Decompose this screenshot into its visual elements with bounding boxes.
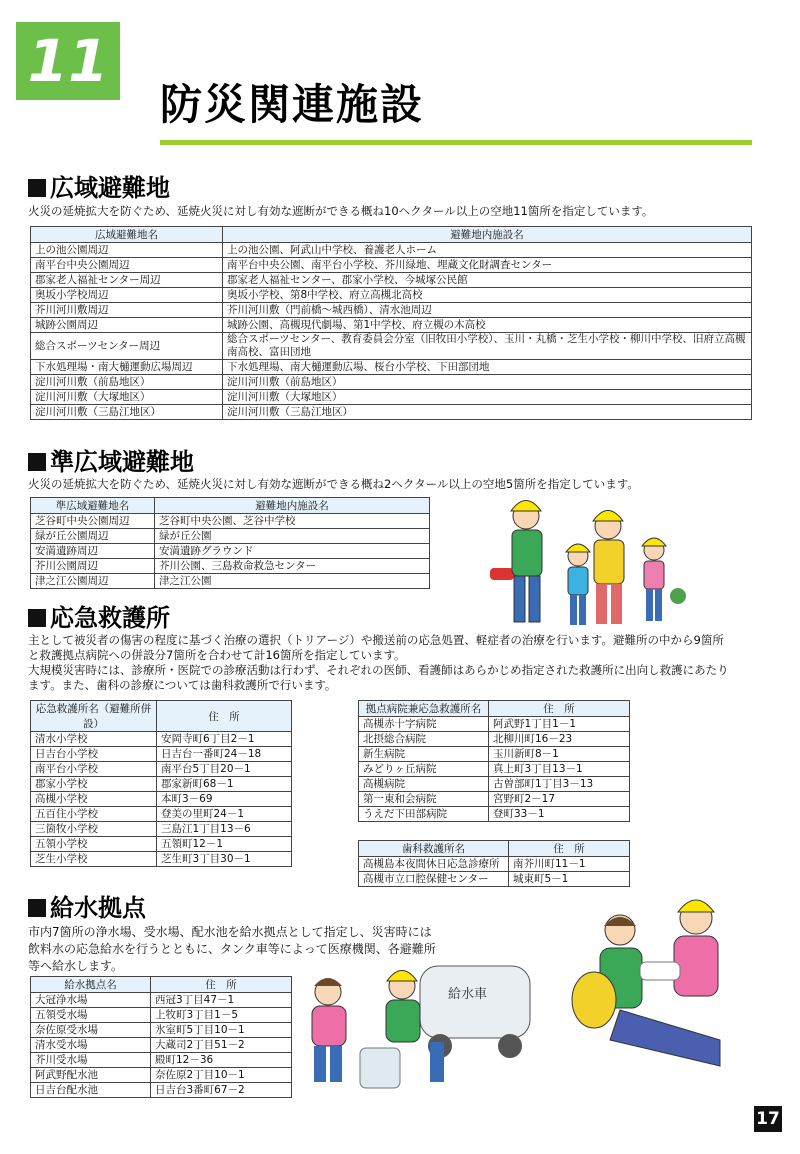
cell-name: 北摂総合病院: [359, 732, 489, 747]
table-row: [31, 559, 430, 574]
cell-name: 高槻市立口腔保健センター: [359, 872, 509, 887]
table-row: [31, 852, 292, 867]
chapter-number: 11: [16, 22, 120, 100]
cell-name: 芥川受水場: [31, 1053, 151, 1068]
water-supply-table: [30, 976, 292, 1098]
cell-name: 日吉台配水池: [31, 1083, 151, 1098]
cell-value: 芥川公園、三島救命救急センター: [155, 559, 430, 574]
cell-value: 玉川新町8－1: [489, 747, 630, 762]
section-heading-wide: [28, 168, 170, 203]
cell-value: 上牧町3丁目1－5: [151, 1008, 292, 1023]
cell-value: 真上町3丁目13－1: [489, 762, 630, 777]
table-row: [31, 807, 292, 822]
cell-value: 郡家新町68－1: [157, 777, 292, 792]
table-row: [31, 258, 752, 273]
cell-name: 三箇牧小学校: [31, 822, 157, 837]
cell-value: 緑が丘公園: [155, 529, 430, 544]
table-row: [31, 574, 430, 589]
cell-name: 上の池公園周辺: [31, 243, 223, 258]
table-row: [31, 1023, 292, 1038]
cell-name: 淀川河川敷（三島江地区）: [31, 405, 223, 420]
cell-value: 総合スポーツセンター、教育委員会分室（旧牧田小学校）、玉川・丸橋・芝生小学校・柳川中学校、旧府立高槻南高校、富田団地: [223, 333, 752, 360]
cell-name: 高槻小学校: [31, 792, 157, 807]
cell-name: 郡家小学校: [31, 777, 157, 792]
column-header: 住 所: [157, 701, 292, 732]
helmet-icon: [572, 972, 616, 1028]
cell-name: うえだ下田部病院: [359, 807, 489, 822]
water-line: 飲料水の応急給水を行うとともに、タンク車等によって医療機関、各避難所: [28, 942, 436, 956]
column-header: 歯科救護所名: [359, 841, 509, 857]
column-header: 避難地内施設名: [223, 227, 752, 243]
square-bullet-icon: [28, 179, 46, 197]
table-row: [31, 318, 752, 333]
cell-name: 南平台中央公園周辺: [31, 258, 223, 273]
relief-line: 主として被災者の傷害の程度に基づく治療の選択（トリアージ）や搬送前の応急処置、軽症者の治療を行います。避難所の中から9箇所: [28, 633, 724, 647]
cell-name: 芥川河川敷周辺: [31, 303, 223, 318]
table-row: [359, 747, 630, 762]
section-heading-water: [28, 888, 146, 923]
cell-value: 日吉台一番町24－18: [157, 747, 292, 762]
table-row: [31, 822, 292, 837]
column-header: 住 所: [489, 701, 630, 717]
cell-value: 古曽部町1丁目3－13: [489, 777, 630, 792]
table-row: [31, 777, 292, 792]
table-row: [359, 777, 630, 792]
cell-value: 宮野町2－17: [489, 792, 630, 807]
bandage-icon: [640, 962, 680, 980]
table-row: [31, 243, 752, 258]
evacuation-family-illustration: [486, 486, 686, 632]
water-line: 等へ給水します。: [28, 959, 124, 973]
table-row: [31, 1053, 292, 1068]
table-row: [359, 857, 630, 872]
cell-value: 奈佐原2丁目10－1: [151, 1068, 292, 1083]
square-bullet-icon: [28, 453, 46, 471]
cell-name: 奈佐原受水場: [31, 1023, 151, 1038]
cell-value: 安岡寺町6丁目2－1: [157, 732, 292, 747]
table-row: [31, 514, 430, 529]
cell-value: 淀川河川敷（三島江地区）: [223, 405, 752, 420]
cell-name: 清水小学校: [31, 732, 157, 747]
section-heading-relief: [28, 598, 170, 633]
page-title: 防災関連施設: [160, 80, 425, 129]
cell-value: 西冠3丁目47－1: [151, 993, 292, 1008]
table-row: [31, 762, 292, 777]
cell-name: 高槻島本夜間休日応急診療所: [359, 857, 509, 872]
cell-value: 三島江1丁目13－6: [157, 822, 292, 837]
wide-evacuation-table: [30, 226, 752, 420]
section-title: 応急救護所: [50, 604, 170, 632]
cell-value: 殿町12－36: [151, 1053, 292, 1068]
column-header: 拠点病院兼応急救護所名: [359, 701, 489, 717]
cell-name: 城跡公園周辺: [31, 318, 223, 333]
cell-value: 上の池公園、阿武山中学校、養護老人ホーム: [223, 243, 752, 258]
column-header: 住 所: [509, 841, 630, 857]
cell-value: 登町33－1: [489, 807, 630, 822]
column-header: 避難地内施設名: [155, 498, 430, 514]
table-row: [31, 405, 752, 420]
cell-name: 大冠浄水場: [31, 993, 151, 1008]
cell-name: みどりヶ丘病院: [359, 762, 489, 777]
cell-name: 新生病院: [359, 747, 489, 762]
cell-name: 高槻赤十字病院: [359, 717, 489, 732]
hospital-table: [358, 700, 630, 822]
table-row: [31, 390, 752, 405]
cell-name: 津之江公園周辺: [31, 574, 155, 589]
table-row: [31, 792, 292, 807]
cell-value: 下水処理場、南大樋運動広場、桜台小学校、下田部団地: [223, 360, 752, 375]
cell-value: 淀川河川敷（前島地区）: [223, 375, 752, 390]
title-rule: [160, 140, 752, 145]
cell-name: 五領小学校: [31, 837, 157, 852]
table-row: [31, 837, 292, 852]
first-aid-illustration: [570, 890, 770, 1090]
table-row: [31, 375, 752, 390]
relief-line: 大規模災害時には、診療所・医院での診療活動は行わず、それぞれの医師、看護師はあらかじめ指定された救護所に出向し救護にあたり: [28, 663, 729, 677]
water-truck-illustration: [300, 956, 550, 1096]
wide-description: 火災の延焼拡大を防ぐため、延焼火災に対し有効な遮断ができる概ね10ヘクタール以上の空地11箇所を指定しています。: [28, 204, 654, 218]
truck-label: 給水車: [448, 987, 488, 1002]
section-heading-semi: [28, 442, 194, 477]
table-row: [31, 732, 292, 747]
cell-value: 奥坂小学校、第8中学校、府立高槻北高校: [223, 288, 752, 303]
cell-name: 安満遺跡周辺: [31, 544, 155, 559]
cell-name: 日吉台小学校: [31, 747, 157, 762]
table-row: [31, 1038, 292, 1053]
section-title: 準広域避難地: [50, 448, 194, 476]
cell-value: 郡家老人福祉センター、郡家小学校、今城塚公民館: [223, 273, 752, 288]
cell-name: 芥川公園周辺: [31, 559, 155, 574]
relief-line: と救護拠点病院への併設分7箇所を合わせて計16箇所を指定しています。: [28, 648, 406, 662]
semi-evacuation-table: [30, 497, 430, 589]
cell-value: 南平台5丁目20－1: [157, 762, 292, 777]
table-row: [31, 288, 752, 303]
table-row: [31, 529, 430, 544]
square-bullet-icon: [28, 609, 46, 627]
cell-name: 芝谷町中央公園周辺: [31, 514, 155, 529]
relief-line: ます。また、歯科の診療については歯科救護所で行います。: [28, 678, 337, 692]
section-title: 広域避難地: [50, 174, 170, 202]
cell-name: 淀川河川敷（大塚地区）: [31, 390, 223, 405]
table-row: [31, 360, 752, 375]
cell-name: 南平台小学校: [31, 762, 157, 777]
column-header: 準広域避難地名: [31, 498, 155, 514]
cell-name: 高槻病院: [359, 777, 489, 792]
table-row: [31, 303, 752, 318]
cell-name: 五領受水場: [31, 1008, 151, 1023]
table-row: [31, 993, 292, 1008]
cell-name: 奥坂小学校周辺: [31, 288, 223, 303]
cell-name: 緑が丘公園周辺: [31, 529, 155, 544]
section-title: 給水拠点: [50, 894, 146, 922]
column-header: 応急救護所名（避難所併設）: [31, 701, 157, 732]
column-header: 広域避難地名: [31, 227, 223, 243]
table-row: [31, 747, 292, 762]
cell-value: 南芥川町11－1: [509, 857, 630, 872]
semi-description: 火災の延焼拡大を防ぐため、延焼火災に対し有効な遮断ができる概ね2ヘクタール以上の空地5箇所を指定しています。: [28, 477, 639, 491]
cell-value: 淀川河川敷（大塚地区）: [223, 390, 752, 405]
cell-name: 阿武野配水池: [31, 1068, 151, 1083]
table-row: [359, 762, 630, 777]
cell-value: 津之江公園: [155, 574, 430, 589]
square-bullet-icon: [28, 899, 46, 917]
table-row: [359, 717, 630, 732]
water-bag-icon: [360, 1048, 400, 1088]
cell-name: 第一東和会病院: [359, 792, 489, 807]
cell-value: 本町3－69: [157, 792, 292, 807]
column-header: 給水拠点名: [31, 977, 151, 993]
cell-name: 芝生小学校: [31, 852, 157, 867]
table-row: [31, 273, 752, 288]
table-row: [359, 792, 630, 807]
column-header: 住 所: [151, 977, 292, 993]
cell-value: 芝生町3丁目30－1: [157, 852, 292, 867]
cell-value: 氷室町5丁目10－1: [151, 1023, 292, 1038]
cell-value: 城跡公園、高槻現代劇場、第1中学校、府立槻の木高校: [223, 318, 752, 333]
page-number: 17: [754, 1106, 782, 1132]
table-row: [31, 1083, 292, 1098]
dental-table: [358, 840, 630, 887]
cell-name: 清水受水場: [31, 1038, 151, 1053]
water-line: 市内7箇所の浄水場、受水場、配水池を給水拠点として指定し、災害時には: [28, 925, 432, 939]
table-row: [31, 1008, 292, 1023]
cell-value: 芥川河川敷（門前橋～城西橋）、清水池周辺: [223, 303, 752, 318]
cell-value: 登美の里町24－1: [157, 807, 292, 822]
table-row: [359, 807, 630, 822]
cell-name: 五百住小学校: [31, 807, 157, 822]
cell-name: 下水処理場・南大樋運動広場周辺: [31, 360, 223, 375]
table-row: [31, 1068, 292, 1083]
cell-value: 阿武野1丁目1－1: [489, 717, 630, 732]
flashlight-icon: [490, 568, 514, 580]
cell-value: 芝谷町中央公園、芝谷中学校: [155, 514, 430, 529]
cell-value: 南平台中央公園、南平台小学校、芥川緑地、埋蔵文化財調査センター: [223, 258, 752, 273]
table-row: [359, 872, 630, 887]
cell-value: 大蔵司2丁目51－2: [151, 1038, 292, 1053]
cell-value: 安満遺跡グラウンド: [155, 544, 430, 559]
cell-name: 淀川河川敷（前島地区）: [31, 375, 223, 390]
cell-value: 城東町5－1: [509, 872, 630, 887]
table-row: [359, 732, 630, 747]
cell-name: 郡家老人福祉センター周辺: [31, 273, 223, 288]
first-aid-table: [30, 700, 292, 867]
table-row: [31, 333, 752, 360]
cell-value: 五領町12－1: [157, 837, 292, 852]
table-row: [31, 544, 430, 559]
cell-name: 総合スポーツセンター周辺: [31, 333, 223, 360]
cell-value: 日吉台3番町67－2: [151, 1083, 292, 1098]
cell-value: 北柳川町16－23: [489, 732, 630, 747]
relief-description: [28, 633, 778, 693]
